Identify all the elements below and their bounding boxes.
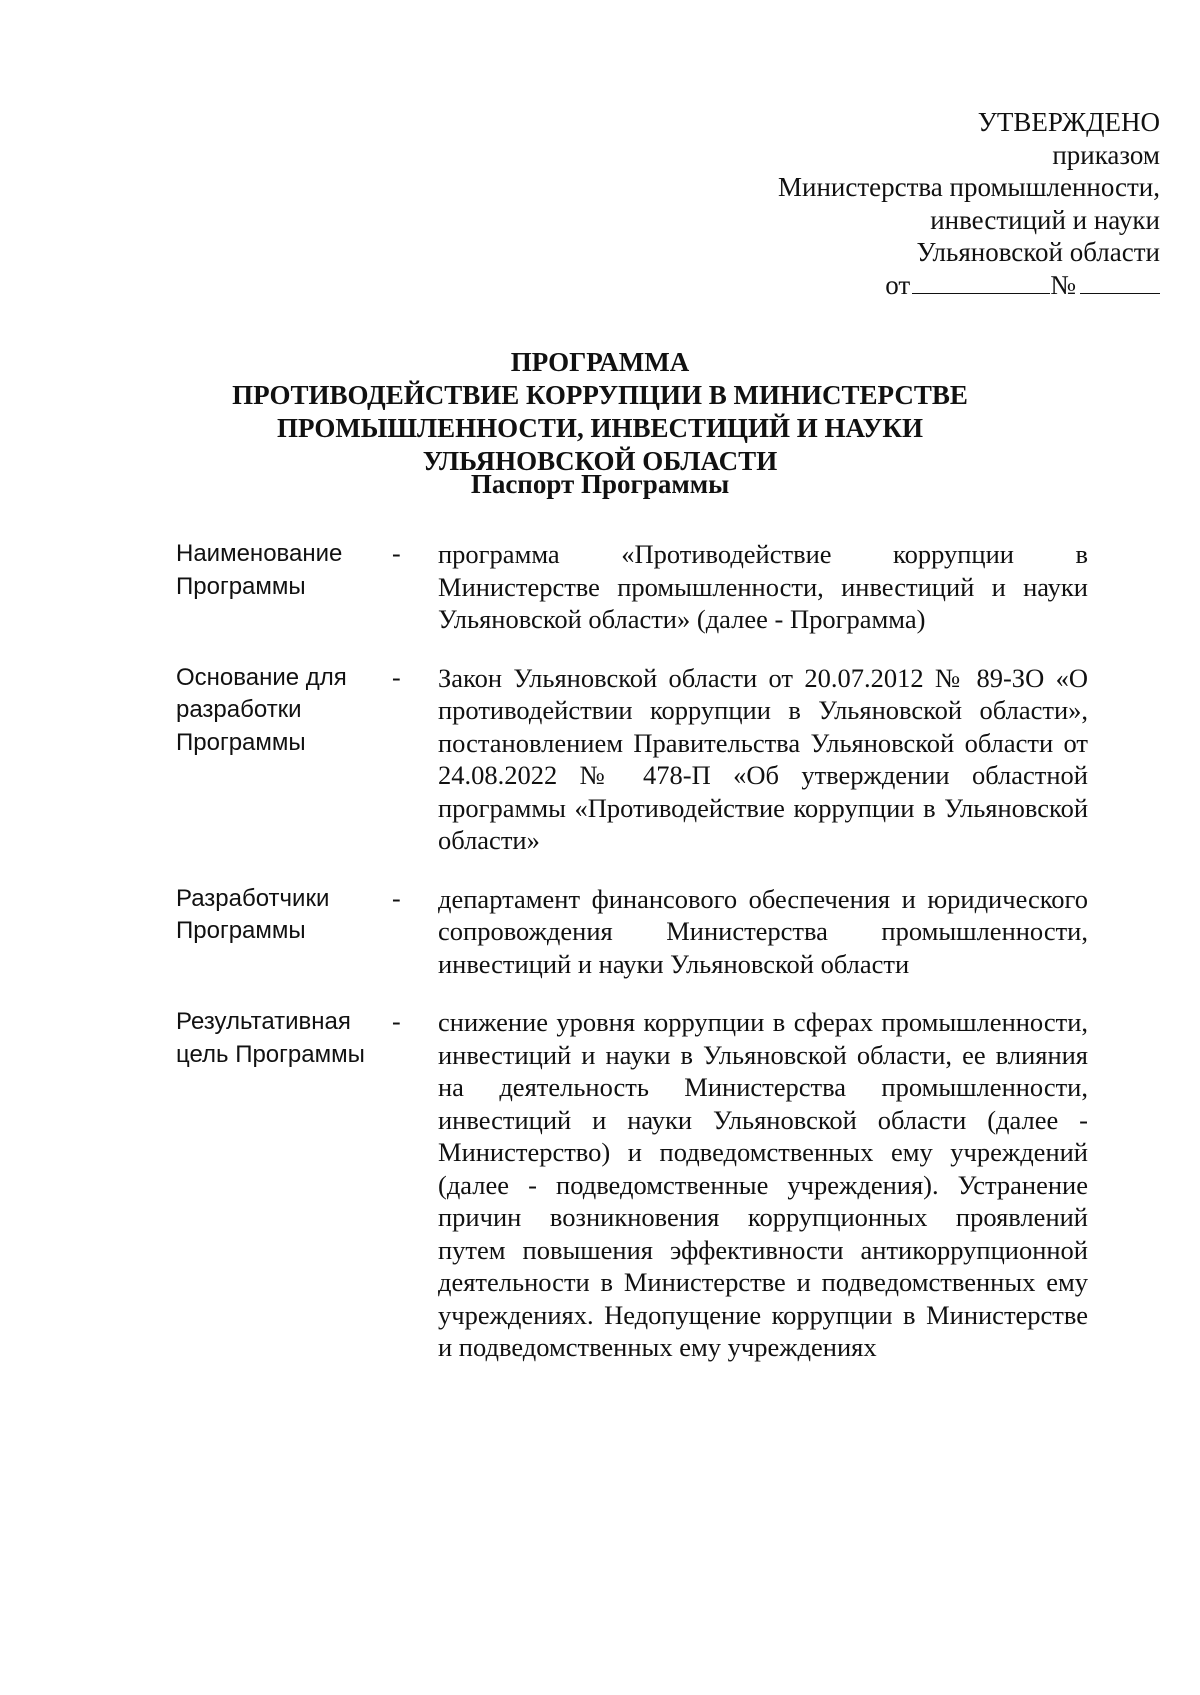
title-line-4: УЛЬЯНОВСКОЙ ОБЛАСТИ <box>422 446 778 476</box>
document-title <box>0 346 1200 478</box>
row-dash: - <box>392 883 401 913</box>
approval-ministry-line2: инвестиций и науки <box>930 204 1160 235</box>
passport-table <box>176 538 1088 1390</box>
passport-row-basis <box>176 662 1088 857</box>
approval-ministry-line1: Министерства промышленности, <box>778 172 1160 202</box>
title-line-1: ПРОГРАММА <box>510 347 690 377</box>
row-dash: - <box>392 1007 401 1036</box>
date-field <box>912 269 1050 294</box>
row-value: департамент финансового обеспечения и юридического сопровождения Министерства промышленности, инвестиций и науки Ульяновской области <box>438 883 1088 979</box>
row-value: программа «Противодействие коррупции в Министерстве промышленности, инвестиций и науки Ульяновской области» (далее - Программа) <box>438 539 1088 634</box>
row-label: Результативная цель Программы <box>176 1008 365 1068</box>
passport-row-developers <box>176 883 1088 981</box>
passport-row-goal <box>176 1006 1088 1364</box>
title-line-2: ПРОТИВОДЕЙСТВИЕ КОРРУПЦИИ В МИНИСТЕРСТВЕ <box>232 380 968 410</box>
row-dash: - <box>392 539 401 568</box>
row-value: Закон Ульяновской области от 20.07.2012 № 89-ЗО «О противодействии коррупции в Ульяновской области», постановлением Правительства Ульяновской области от 24.08.2022 № 478-П «Об утверждении областной программы «Противодействие коррупции в Ульяновской области» <box>438 662 1088 855</box>
title-line-3: ПРОМЫШЛЕННОСТИ, ИНВЕСТИЦИЙ И НАУКИ <box>276 413 923 443</box>
row-value: снижение уровня коррупции в сферах промышленности, инвестиций и науки в Ульяновской области, ее влияния на деятельность Министерства промышленности, инвестиций и науки Ульяновской области (далее - Министерство) и подведомственных ему учреждений (далее - подведомственные учреждения). Устранение причин возникновения коррупционных проявлений путем повышения эффективности антикоррупционной деятельности в Министерстве и подведомственных ему учреждениях. Недопущение коррупции в Министерстве и подведомственных ему учреждениях <box>438 1007 1088 1362</box>
approval-order-word: приказом <box>1052 139 1160 170</box>
row-label: Разработчики Программы <box>176 884 330 944</box>
approval-block <box>540 106 1160 301</box>
row-dash: - <box>392 662 401 692</box>
number-field <box>1080 269 1160 294</box>
row-label: Основание для разработки Программы <box>176 663 347 756</box>
date-prefix: от <box>885 269 911 300</box>
approval-heading: УТВЕРЖДЕНО <box>977 107 1160 137</box>
number-prefix: № <box>1050 269 1076 300</box>
passport-row-name <box>176 538 1088 636</box>
approval-region: Ульяновской области <box>916 237 1160 267</box>
approval-date-number-line <box>885 269 1160 302</box>
passport-heading: Паспорт Программы <box>470 469 730 499</box>
row-label: Наименование Программы <box>176 540 343 600</box>
